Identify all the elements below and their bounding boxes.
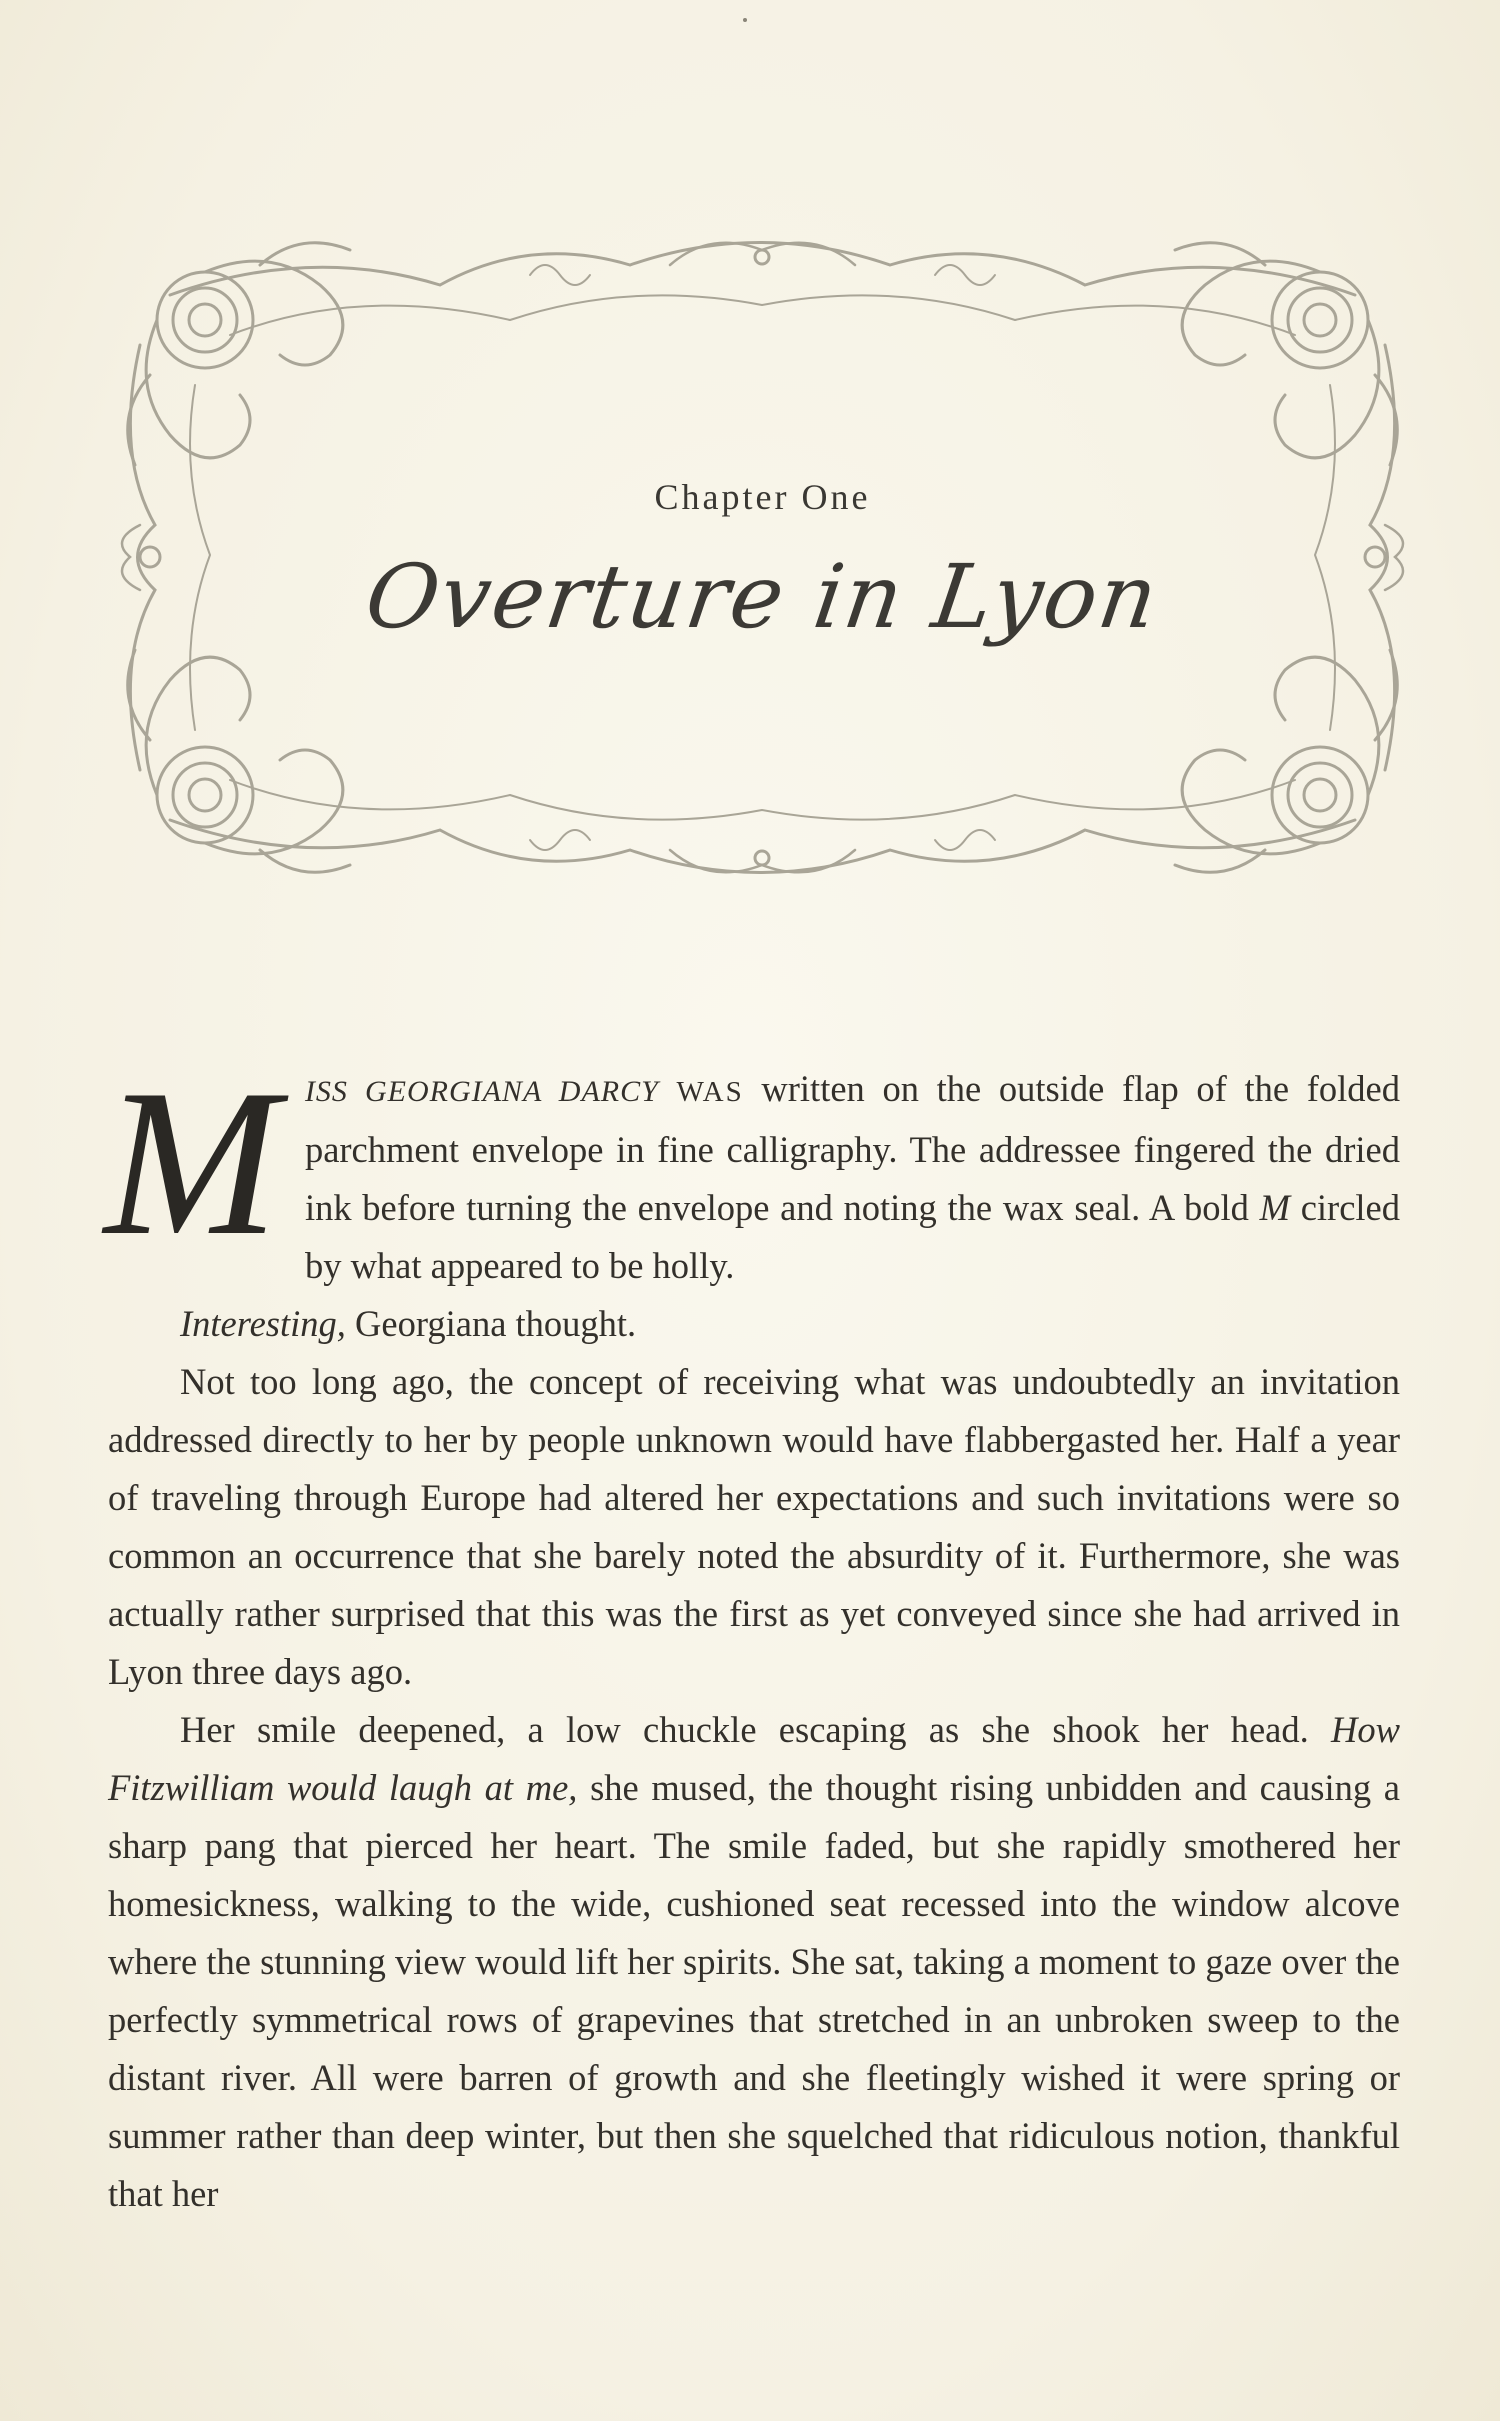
paragraph-2-italic: Interesting,	[180, 1303, 346, 1344]
paragraph-4	[108, 1701, 1400, 2223]
print-speck	[743, 18, 747, 22]
chapter-body	[104, 1047, 1401, 2223]
seal-letter: M	[1259, 1187, 1290, 1228]
paragraph-4-italic: How Fitzwilliam would laugh at me,	[108, 1709, 1400, 1808]
paragraph-3: Not too long ago, the concept of receiving what was undoubtedly an invitation addressed directly to her by people unknown would have flabbergasted her. Half a year of traveling through Europe had altered her expectations and such invitations were so common an occurrence that she barely noted the absurdity of it. Furthermore, she was actually rather surprised that this was the first as yet conveyed since she had arrived in Lyon three days ago.	[108, 1361, 1400, 1692]
paragraph-1-text-a: written on the outside flap of the folded parchment envelope in fine calligraphy. The addressee fingered the dried ink before turning the envelope and noting the wax seal. A bold	[304, 1068, 1401, 1228]
addressee-name: ISS GEORGIANA DARCY	[304, 1075, 659, 1108]
chapter-title: Overture in Lyon	[359, 545, 1166, 648]
paragraph-4-text-b: she mused, the thought rising unbidden and causing a sharp pang that pierced her heart. The smile faded, but she rapidly smothered her homesickness, walking to the wide, cushioned seat recessed into the window alcove where the stunning view would lift her spirits. She sat, taking a moment to gaze over the perfectly symmetrical rows of grapevines that stretched in an unbroken sweep to the distant river. All were barren of growth and she fleetingly wished it were spring or summer rather than deep winter, but then she squelched that ridiculous notion, thankful that her	[108, 1767, 1400, 2214]
drop-cap: M	[104, 1047, 279, 1279]
paragraph-2	[108, 1295, 1400, 1353]
small-caps-word: WAS	[676, 1076, 744, 1108]
paragraph-2-text: Georgiana thought.	[345, 1303, 637, 1344]
paragraph-1	[104, 1047, 1401, 1295]
chapter-label: Chapter One	[654, 477, 871, 517]
paragraph-1-text-b: circled by what appeared to be holly.	[304, 1187, 1400, 1286]
paragraph-4-text-a: Her smile deepened, a low chuckle escaping as she shook her head.	[180, 1709, 1332, 1750]
